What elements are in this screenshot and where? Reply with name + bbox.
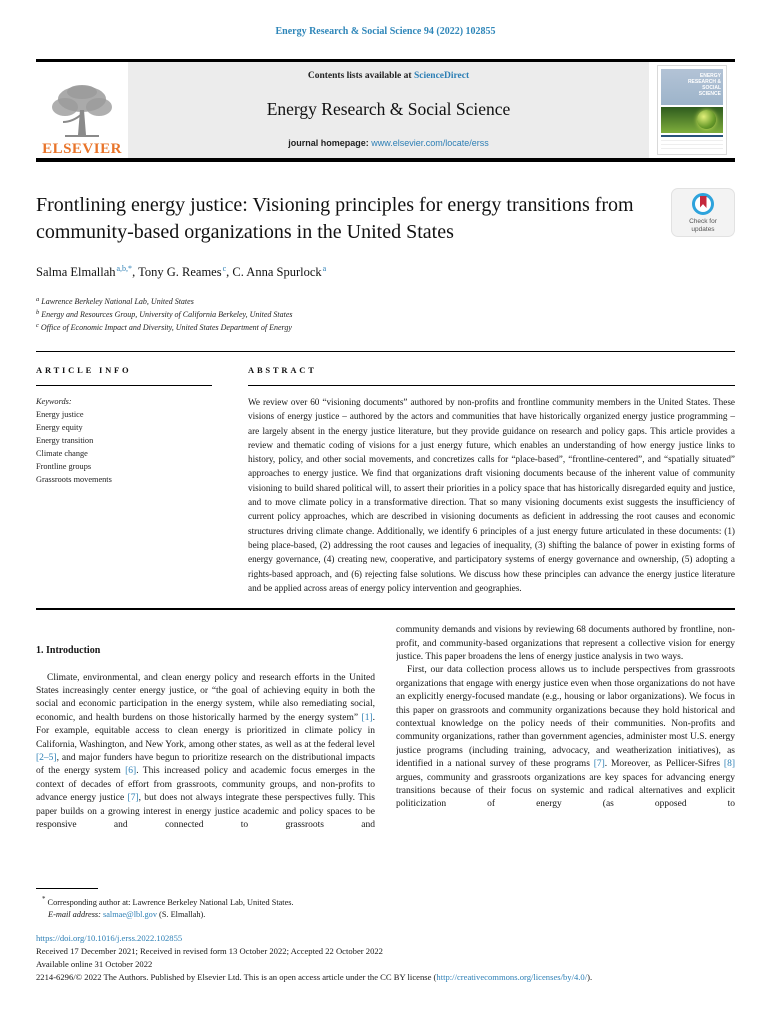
body-left-column [36,624,375,920]
bookmark-icon [700,196,707,208]
article-info-heading: ARTICLE INFO [36,365,132,375]
footnote-marker: * [42,896,46,904]
author-list [36,264,735,280]
author-affil-sup: a [322,264,327,273]
abstract-column [248,365,735,595]
citation-link[interactable]: [1] [361,712,373,723]
affiliation [36,294,735,307]
info-abstract-section [36,351,735,595]
affiliation [36,320,735,333]
author [232,265,326,279]
journal-cover-area [649,62,735,158]
footnote-line [36,894,375,908]
citation-link[interactable]: [6] [125,766,137,777]
footnote-rule [36,888,98,889]
intro-paragraph: Climate, environmental, and clean energy policy and research efforts in the United States increasingly center energy justice, or “the goal of achieving equity in both the social and economic participation in the energy system, while also remediating social, economic, and health burdens on those historically harmed by the energy system” [1]. For example, equitable access to clean energy is prioritized in climate policy in California, Washington, and New York, among other states, as well as at the federal level [2–5], and major funders have begun to prioritize research on the distributional impacts of the energy system [6]. This increased policy and academic focus emerges in the context of decades of effort from grassroots, community groups, and non-profits to advance energy justice [7], but does not always integrate these perspectives fully. This paper builds on a growing interest in energy justice academic and policy spaces to be responsive and connected to grassroots and [36,672,375,831]
body-paragraph: First, our data collection process allows us to include perspectives from grassroots organizations that engage with energy justice even when those organizations do not have an explicitly energy-focused mandate (e.g., housing or labor organizations). We focus in this paper on grassroots and community organizations because they hold historical and contextual knowledge on the policy needs of their communities. Non-profits and community organizations, rather than government agencies, administer most U.S. energy justice programs (including training, advocacy, and weatherization initiatives), as identified in a national survey of these programs [7]. Moreover, as Pellicer-Sifres [8] argues, community and grassroots organizations are key spaces for advancing energy transitions because of their focus on systemic and radical alternatives and explicit politicization of energy (as opposed to [396,665,735,810]
abstract-text: We review over 60 “visioning documents” authored by non-profits and frontline community members in the United States. These visions of energy justice – authored by the actors and communities that have historically organized energy justice programming – are largely absent in the energy justice literature, but they provide guidance on research and policy gaps. This article provides a review and thematic coding of visions for a just energy future, which enables an understanding of how energy justice links to history, policy, and other social movements, and concretizes calls for “place-based”, “frontline-centered”, and “spatially situated” approaches to energy justice. We find that organizations draft visioning documents because of the inherent value of community visioning to build shared political will, to assert their priorities in a policy space that has historically disregarded equity and justice, and to move climate policy in a transformative direction. That so many visioning documents exist suggests the insufficiency of current policy approaches, which are described in visioning documents as deficient in addressing the root causes and economic structures driving climate change. Additionally, we identify 6 principles of a just energy future articulated in these documents: (1) being place-based, (2) addressing the root causes and legacies of inequality, (3) shifting the balance of power in existing forms of energy governance, (4) creating new, cooperative, and participatory systems of energy governance and ownership, (5) adopting a rights-based approach, and (6) rejecting false solutions. We discuss how these principles can advance the energy justice literature and be applied across areas of energy policy intervention and geographies. [248,397,735,593]
journal-banner [36,59,735,162]
body-paragraph: community demands and visions by reviewing 68 documents authored by frontline, non-profit, and community-based organizations that represent a collective vision for energy justice. This paper broadens the lens of energy justice analysis in two ways. [396,625,735,662]
keyword: Climate change [36,449,88,458]
keyword: Energy justice [36,410,84,419]
affiliation-text: Energy and Resources Group, University of California Berkeley, United States [41,310,293,319]
affiliation-sup: b [36,309,40,316]
affiliation-sup: a [36,296,40,303]
elsevier-logo [36,62,128,158]
affiliation-text: Office of Economic Impact and Diversity, United States Department of Energy [40,323,292,332]
author-affil-sup: c [222,264,227,273]
cover-green-band [661,107,723,133]
author-separator: , [226,265,233,279]
cover-title-band [661,69,723,105]
journal-cover-thumbnail [657,65,727,155]
sciencedirect-link[interactable]: ScienceDirect [413,71,470,81]
contents-text: Contents lists available at [307,71,414,81]
author-affil-sup: a,b,* [116,264,133,273]
author [36,265,132,279]
available-online-line: Available online 31 October 2022 [36,959,153,970]
affiliation-sup: c [36,322,39,329]
doi-link[interactable]: https://doi.org/10.1016/j.erss.2022.102855 [36,933,183,944]
author-name: Salma Elmallah [36,265,116,279]
citation-link[interactable]: [2–5] [36,753,57,763]
author-name: Tony G. Reames [138,265,222,279]
divider [36,385,212,386]
crossmark-icon [692,193,714,215]
keyword: Energy equity [36,423,83,432]
affiliation-text: Lawrence Berkeley National Lab, United States [41,297,194,306]
email-suffix: (S. Elmallah). [156,909,206,919]
abstract-heading: ABSTRACT [248,365,317,375]
keyword: Energy transition [36,436,94,445]
affiliation-list [36,294,735,333]
copyright-suffix: ). [587,972,593,983]
journal-homepage-line [134,138,643,148]
section-divider [36,608,735,610]
journal-citation-line: Energy Research & Social Science 94 (2022) 102855 [275,26,496,37]
cover-title-text: ENERGY RESEARCH & SOCIAL SCIENCE [687,73,721,97]
citation-link[interactable]: [7] [593,759,605,770]
check-updates-label: Check for updates [689,218,717,233]
elsevier-tree-icon [49,83,115,141]
check-for-updates-badge[interactable] [671,188,735,237]
article-title-line2: community-based organizations in the United States [36,221,454,243]
cover-globe-graphic [697,110,716,129]
author-email-link[interactable]: salmae@lbl.gov [103,909,157,919]
journal-title: Energy Research & Social Science [266,99,511,119]
copyright-text: 2214-6296/© 2022 The Authors. Published by Elsevier Ltd. This is an open access article under the CC BY license ( [36,972,437,983]
section-heading-introduction: 1. Introduction [36,645,101,657]
email-label: E-mail address: [48,909,101,919]
citation-link[interactable]: [7] [127,793,139,804]
cover-footer-band [661,135,723,151]
elsevier-wordmark: ELSEVIER [42,141,122,157]
author-name: C. Anna Spurlock [232,265,322,279]
author-separator: , [132,265,139,279]
article-footer [36,932,735,984]
keyword: Grassroots movements [36,475,112,484]
citation-link[interactable]: [8] [723,759,735,770]
footnote-email-line [36,909,375,921]
keyword: Frontline groups [36,462,92,471]
divider [248,385,735,386]
journal-homepage-link[interactable]: www.elsevier.com/locate/erss [371,138,489,148]
author [138,265,226,279]
received-dates-line: Received 17 December 2021; Received in revised form 13 October 2022; Accepted 22 October 2022 [36,946,383,957]
article-body [36,624,735,920]
article-title [36,192,634,246]
contents-list-line [134,71,643,81]
keywords-label: Keywords: [36,397,72,406]
article-title-line1: Frontlining energy justice: Visioning principles for energy transitions from [36,194,634,216]
cc-license-link[interactable]: http://creativecommons.org/licenses/by/4.0/ [436,972,588,983]
affiliation [36,307,735,320]
body-right-column [396,624,735,920]
copyright-line [36,971,735,984]
banner-center [128,62,649,158]
corresponding-author-footnote [36,888,375,920]
homepage-label: journal homepage: [288,138,372,148]
footnote-text: Corresponding author at: Lawrence Berkeley National Lab, United States. [47,898,294,908]
article-info-column [36,365,212,595]
